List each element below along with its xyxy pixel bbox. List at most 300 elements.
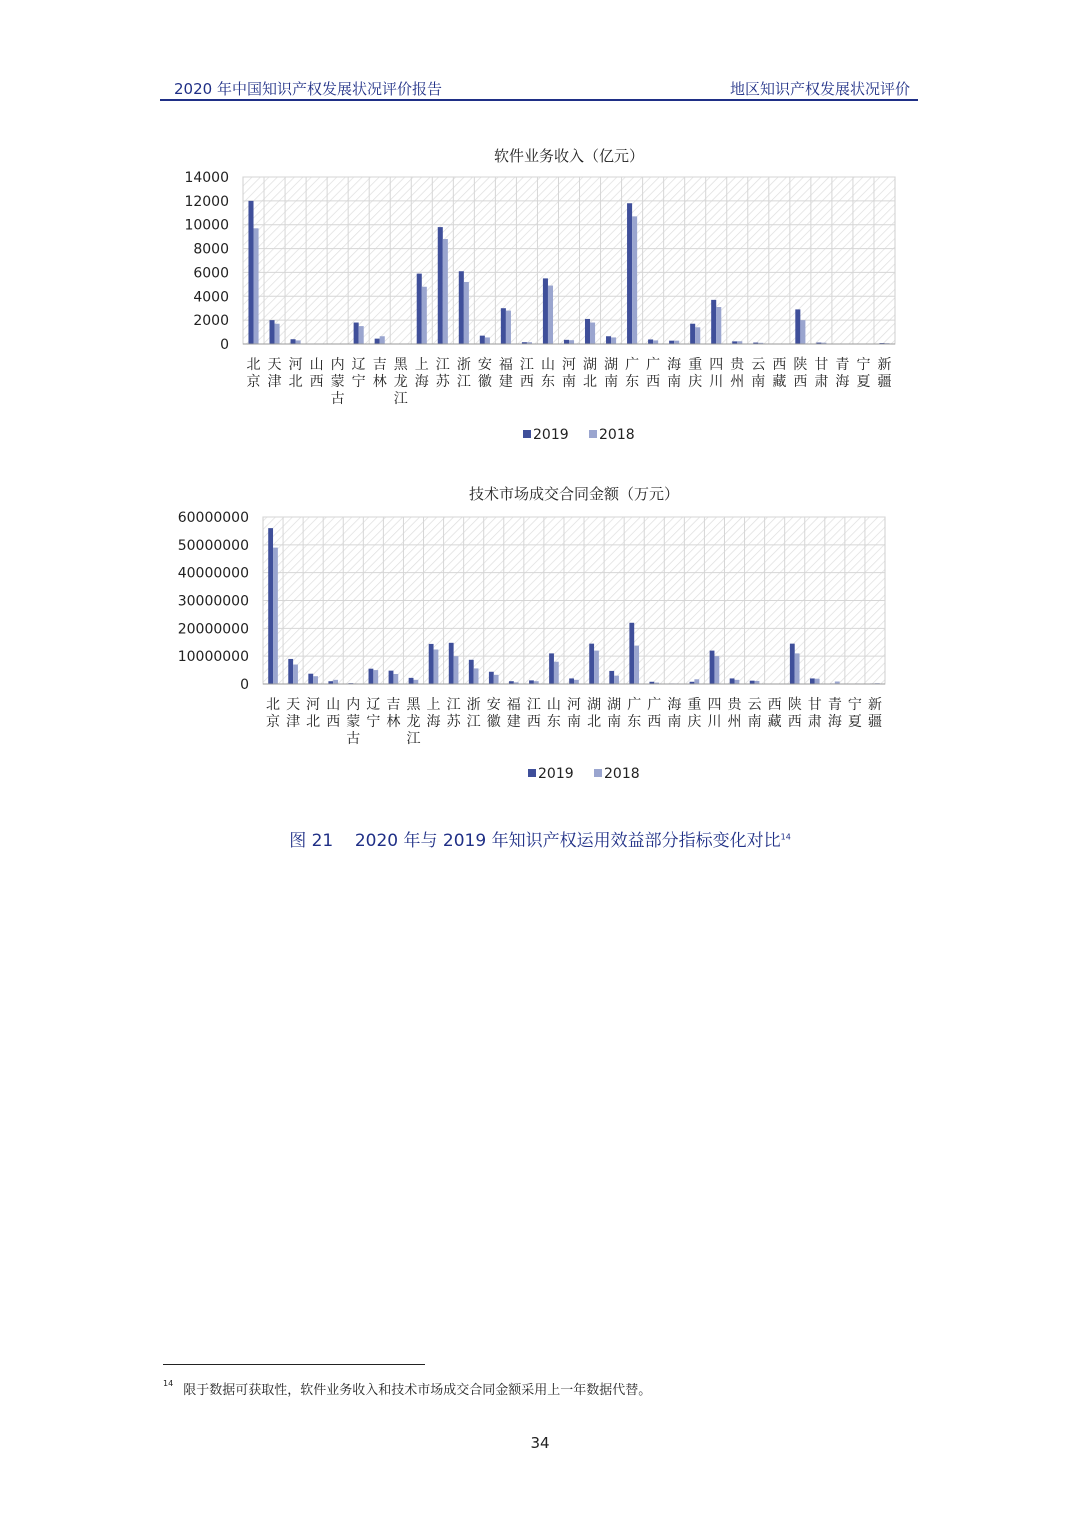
x-tick-char: 宁 <box>856 357 871 373</box>
x-tick-char: 重 <box>688 357 703 373</box>
bar-2019 <box>585 319 590 344</box>
x-tick-char: 建 <box>506 714 521 730</box>
bar-2018 <box>380 336 385 344</box>
x-tick-char: 古 <box>346 731 361 747</box>
bar-2019 <box>268 528 273 684</box>
bar-2018 <box>296 340 301 344</box>
x-tick-char: 疆 <box>867 714 882 730</box>
bar-2019 <box>790 644 795 684</box>
y-tick-label: 60000000 <box>177 510 249 526</box>
bar-2018 <box>574 680 579 684</box>
bar-2019 <box>489 672 494 684</box>
legend-label-2019: 2019 <box>533 427 569 443</box>
x-tick-char: 徽 <box>486 714 501 730</box>
y-tick-label: 14000 <box>184 170 229 186</box>
bar-2018 <box>485 337 490 344</box>
x-tick-char: 山 <box>540 357 555 373</box>
bar-2019 <box>417 274 422 344</box>
x-tick-char: 西 <box>526 714 541 730</box>
x-tick-label <box>667 357 681 390</box>
x-tick-label <box>709 357 723 390</box>
x-tick-char: 陕 <box>793 357 808 373</box>
x-tick-char: 四 <box>707 697 722 713</box>
x-tick-char: 西 <box>787 714 802 730</box>
x-tick-char: 江 <box>435 357 450 373</box>
x-tick-label <box>268 357 282 390</box>
x-tick-char: 西 <box>326 714 341 730</box>
x-tick-char: 苏 <box>435 374 450 390</box>
x-tick-char: 江 <box>456 374 471 390</box>
x-tick-char: 天 <box>286 697 301 713</box>
x-tick-char: 广 <box>627 697 642 713</box>
x-tick-char: 上 <box>414 357 429 373</box>
x-tick-char: 江 <box>466 714 481 730</box>
x-tick-label <box>848 697 862 730</box>
x-tick-char: 陕 <box>787 697 802 713</box>
bar-2019 <box>409 678 414 684</box>
x-tick-label <box>520 357 534 390</box>
bar-2018 <box>569 340 574 344</box>
x-tick-label <box>447 697 462 730</box>
x-tick-char: 东 <box>546 714 561 730</box>
x-tick-char: 山 <box>326 697 341 713</box>
x-tick-char: 北 <box>583 374 598 390</box>
x-tick-char: 南 <box>567 714 581 730</box>
page-number: 34 <box>530 1434 550 1452</box>
x-tick-char: 北 <box>306 714 321 730</box>
x-tick-char: 夏 <box>856 374 871 390</box>
x-tick-char: 内 <box>346 697 361 713</box>
bar-2018 <box>313 676 318 684</box>
x-tick-char: 云 <box>751 357 766 373</box>
legend-swatch-2019 <box>523 430 531 438</box>
bar-2018 <box>359 326 364 344</box>
x-tick-label <box>808 697 822 730</box>
x-tick-char: 辽 <box>366 697 381 713</box>
bar-2019 <box>730 678 735 684</box>
bar-2018 <box>464 282 469 344</box>
bar-2019 <box>480 336 485 344</box>
x-tick-char: 青 <box>835 357 850 373</box>
x-tick-char: 宁 <box>351 374 366 390</box>
x-tick-char: 南 <box>667 714 682 730</box>
legend-label-2018: 2018 <box>599 427 635 443</box>
x-tick-char: 肃 <box>807 714 822 730</box>
x-tick-char: 藏 <box>772 374 787 390</box>
x-tick-char: 南 <box>747 714 762 730</box>
footnote-rule <box>163 1364 425 1365</box>
x-tick-char: 辽 <box>351 357 366 373</box>
figure-label: 图 21 <box>289 831 334 851</box>
x-tick-char: 安 <box>477 357 492 373</box>
x-tick-char: 北 <box>587 714 602 730</box>
x-tick-char: 湖 <box>607 697 622 713</box>
x-tick-char: 津 <box>286 714 301 730</box>
bar-2019 <box>429 644 434 684</box>
bar-2018 <box>554 662 559 684</box>
x-tick-label <box>772 357 786 390</box>
x-tick-label <box>667 697 681 730</box>
x-tick-char: 河 <box>288 357 303 373</box>
x-tick-char: 京 <box>246 374 261 390</box>
bar-2018 <box>634 646 639 684</box>
bar-2018 <box>293 665 298 684</box>
x-tick-char: 东 <box>540 374 555 390</box>
x-tick-char: 林 <box>372 374 387 390</box>
y-tick-label: 40000000 <box>177 565 249 582</box>
y-tick-label: 12000 <box>184 193 229 210</box>
x-tick-char: 南 <box>604 374 619 390</box>
x-tick-char: 四 <box>709 357 724 373</box>
x-tick-char: 贵 <box>727 697 742 713</box>
x-tick-char: 西 <box>646 374 661 390</box>
x-tick-char: 古 <box>330 391 345 407</box>
x-tick-char: 福 <box>498 357 513 373</box>
x-tick-char: 疆 <box>877 374 892 390</box>
x-tick-char: 内 <box>330 357 345 373</box>
bar-2018 <box>695 327 700 344</box>
x-tick-char: 吉 <box>372 357 387 373</box>
x-tick-char: 湖 <box>604 357 619 373</box>
bar-2018 <box>413 680 418 684</box>
y-tick-label: 6000 <box>193 265 229 282</box>
x-tick-char: 海 <box>827 714 842 730</box>
tech-market-contract-chart-svg <box>0 478 1080 798</box>
bar-2018 <box>714 656 719 684</box>
bar-2019 <box>629 623 634 684</box>
bar-2018 <box>273 548 278 684</box>
x-tick-label <box>527 697 541 730</box>
x-tick-char: 贵 <box>730 357 745 373</box>
bar-2018 <box>333 680 338 684</box>
x-tick-char: 北 <box>288 374 303 390</box>
x-tick-label <box>877 357 891 390</box>
y-tick-label: 8000 <box>193 241 229 258</box>
x-tick-char: 江 <box>526 697 541 713</box>
x-tick-char: 江 <box>406 731 421 747</box>
x-tick-label <box>604 357 618 390</box>
figure-caption <box>0 826 1080 851</box>
x-tick-label <box>467 696 481 730</box>
x-tick-char: 江 <box>519 357 534 373</box>
x-tick-char: 天 <box>267 357 282 373</box>
y-tick-label: 50000000 <box>177 537 249 554</box>
y-tick-label: 0 <box>220 337 229 353</box>
x-tick-char: 海 <box>667 697 682 713</box>
x-tick-char: 西 <box>309 374 324 390</box>
bar-2018 <box>434 649 439 684</box>
x-tick-char: 西 <box>767 697 782 713</box>
footnote-ref: 14 <box>780 832 791 842</box>
bar-2018 <box>454 656 459 684</box>
bar-2019 <box>469 660 474 684</box>
bar-2018 <box>795 653 800 684</box>
bar-2019 <box>308 674 313 684</box>
x-tick-label <box>688 357 702 390</box>
x-tick-label <box>730 356 745 390</box>
bar-2019 <box>449 643 454 684</box>
x-tick-char: 蒙 <box>330 374 345 390</box>
x-tick-label <box>247 357 261 390</box>
x-tick-char: 江 <box>393 391 408 407</box>
legend-label-2018: 2018 <box>604 766 640 782</box>
x-tick-char: 州 <box>730 374 745 390</box>
x-tick-char: 河 <box>562 357 576 373</box>
bar-2019 <box>690 324 695 344</box>
x-tick-label <box>793 356 807 390</box>
x-tick-char: 西 <box>519 374 534 390</box>
y-tick-label: 2000 <box>193 313 229 330</box>
x-tick-label <box>587 697 601 730</box>
x-tick-label <box>751 357 765 390</box>
x-tick-char: 川 <box>709 374 724 390</box>
x-tick-char: 山 <box>309 357 324 373</box>
tech-market-contract-chart <box>0 478 1080 798</box>
x-tick-label <box>499 357 513 390</box>
bar-2018 <box>716 307 721 344</box>
bar-2018 <box>422 287 427 344</box>
x-tick-char: 福 <box>506 697 521 713</box>
x-tick-label <box>507 697 521 730</box>
bar-2018 <box>254 228 259 344</box>
x-tick-label <box>326 697 340 730</box>
x-tick-char: 肃 <box>814 374 829 390</box>
bar-2018 <box>494 675 499 684</box>
x-tick-label <box>856 357 870 390</box>
y-tick-label: 10000000 <box>177 649 249 666</box>
x-tick-label <box>646 357 660 390</box>
x-tick-char: 甘 <box>814 357 829 373</box>
x-tick-label <box>366 697 380 730</box>
x-tick-char: 州 <box>727 714 742 730</box>
bar-2019 <box>529 680 534 684</box>
bar-2019 <box>569 678 574 684</box>
x-tick-char: 川 <box>707 714 722 730</box>
x-tick-char: 宁 <box>366 714 381 730</box>
legend-swatch-2018 <box>589 430 597 438</box>
x-tick-char: 西 <box>793 374 808 390</box>
x-tick-char: 宁 <box>847 697 862 713</box>
x-tick-label <box>427 697 441 730</box>
x-tick-char: 东 <box>625 374 640 390</box>
x-tick-label <box>373 356 387 390</box>
x-tick-label <box>687 697 701 730</box>
x-tick-label <box>707 697 721 730</box>
bar-2018 <box>548 286 553 344</box>
y-tick-label: 30000000 <box>177 593 249 610</box>
bar-2019 <box>589 644 594 684</box>
bar-2019 <box>438 227 443 344</box>
x-tick-label <box>394 357 409 407</box>
x-tick-char: 徽 <box>477 374 492 390</box>
x-tick-char: 广 <box>625 357 640 373</box>
x-tick-char: 重 <box>687 697 702 713</box>
x-tick-char: 河 <box>567 697 581 713</box>
x-tick-label <box>331 356 345 407</box>
software-revenue-chart-svg <box>0 140 1080 460</box>
legend-swatch-2018 <box>594 769 602 777</box>
x-tick-label <box>625 357 639 390</box>
bar-2019 <box>606 336 611 344</box>
bar-2019 <box>710 651 715 684</box>
x-tick-label <box>436 357 451 390</box>
bar-2018 <box>694 679 699 684</box>
x-tick-char: 龙 <box>406 714 421 730</box>
x-tick-label <box>346 696 360 747</box>
x-tick-label <box>541 357 555 390</box>
x-tick-char: 海 <box>667 357 682 373</box>
x-tick-char: 江 <box>446 697 461 713</box>
x-tick-label <box>828 696 842 730</box>
footnote-mark: 14 <box>163 1379 174 1388</box>
footnote-text: 限于数据可获取性，软件业务收入和技术市场成交合同金额采用上一年数据代替。 <box>183 1383 652 1398</box>
bar-2019 <box>564 340 569 344</box>
x-tick-label <box>415 357 429 390</box>
x-tick-char: 夏 <box>847 714 862 730</box>
bar-2018 <box>632 216 637 344</box>
bar-2018 <box>506 311 511 344</box>
figure-title: 2020 年与 2019 年知识产权运用效益部分指标变化对比 <box>354 831 781 851</box>
x-tick-char: 安 <box>486 697 501 713</box>
bar-2019 <box>375 339 380 344</box>
running-header-left: 2020 年中国知识产权发展状况评价报告 <box>174 80 442 98</box>
x-tick-label <box>286 697 300 730</box>
x-tick-char: 青 <box>827 697 842 713</box>
x-tick-label <box>627 697 641 730</box>
x-tick-char: 西 <box>647 714 662 730</box>
bar-2019 <box>795 309 800 344</box>
x-tick-char: 南 <box>562 374 576 390</box>
x-tick-char: 吉 <box>386 697 401 713</box>
x-tick-label <box>748 697 762 730</box>
bar-2019 <box>750 681 755 684</box>
x-tick-label <box>457 356 471 390</box>
bar-2018 <box>815 679 820 684</box>
x-tick-label <box>306 697 320 730</box>
x-tick-char: 新 <box>877 357 892 373</box>
x-tick-char: 南 <box>667 374 682 390</box>
x-tick-label <box>728 696 743 730</box>
x-tick-label <box>478 357 492 390</box>
x-tick-label <box>607 697 621 730</box>
bar-2018 <box>735 680 740 684</box>
x-tick-label <box>768 697 782 730</box>
bar-2018 <box>590 323 595 344</box>
bar-2018 <box>611 337 616 344</box>
y-tick-label: 20000000 <box>177 621 249 638</box>
x-tick-label <box>583 357 597 390</box>
x-tick-label <box>567 697 581 730</box>
software-revenue-chart <box>0 140 1080 460</box>
x-tick-char: 海 <box>835 374 850 390</box>
x-tick-char: 京 <box>266 714 281 730</box>
bar-2018 <box>373 670 378 684</box>
x-tick-char: 龙 <box>393 374 408 390</box>
x-tick-char: 北 <box>266 697 281 713</box>
bar-2018 <box>275 324 280 344</box>
x-tick-char: 甘 <box>807 697 822 713</box>
x-tick-label <box>310 357 324 390</box>
bar-2019 <box>627 203 632 344</box>
bar-2019 <box>270 320 275 344</box>
x-tick-char: 藏 <box>767 714 782 730</box>
x-tick-label <box>266 697 280 730</box>
x-tick-char: 浙 <box>466 697 481 713</box>
x-tick-char: 庆 <box>687 714 702 730</box>
x-tick-char: 海 <box>414 374 429 390</box>
x-tick-char: 上 <box>426 697 441 713</box>
x-tick-label <box>562 357 576 390</box>
footnote <box>163 1379 651 1398</box>
bar-2019 <box>501 308 506 344</box>
x-tick-label <box>547 697 561 730</box>
x-tick-char: 浙 <box>456 357 471 373</box>
x-tick-label <box>406 697 421 747</box>
x-tick-label <box>487 697 501 730</box>
bar-2019 <box>810 678 815 684</box>
bar-2018 <box>653 340 658 344</box>
x-tick-char: 黑 <box>393 357 408 373</box>
x-tick-char: 山 <box>546 697 561 713</box>
x-tick-char: 广 <box>647 697 662 713</box>
x-tick-char: 南 <box>751 374 766 390</box>
bar-2019 <box>291 339 296 344</box>
x-tick-char: 苏 <box>446 714 461 730</box>
running-header-right: 地区知识产权发展状况评价 <box>729 80 910 98</box>
bar-2019 <box>354 323 359 344</box>
x-tick-char: 西 <box>772 357 787 373</box>
bar-2019 <box>648 339 653 344</box>
bar-2019 <box>609 671 614 684</box>
x-tick-char: 庆 <box>688 374 703 390</box>
x-tick-char: 河 <box>306 697 321 713</box>
x-tick-char: 北 <box>246 357 261 373</box>
x-tick-char: 新 <box>867 697 882 713</box>
x-tick-label <box>788 696 802 730</box>
bar-2018 <box>474 668 479 684</box>
x-tick-char: 海 <box>426 714 441 730</box>
x-tick-char: 林 <box>386 714 401 730</box>
bar-2019 <box>248 201 253 344</box>
x-tick-char: 黑 <box>406 697 421 713</box>
x-tick-label <box>835 356 849 390</box>
bar-2019 <box>459 271 464 344</box>
chart-title: 软件业务收入（亿元） <box>493 147 645 165</box>
bar-2019 <box>389 671 394 684</box>
legend-swatch-2019 <box>528 769 536 777</box>
legend-label-2019: 2019 <box>538 766 574 782</box>
bar-2018 <box>443 239 448 344</box>
x-tick-label <box>289 357 303 390</box>
bar-2018 <box>800 320 805 344</box>
bar-2019 <box>711 300 716 344</box>
x-tick-label <box>868 697 882 730</box>
bar-2019 <box>288 659 293 684</box>
bar-2018 <box>674 341 679 344</box>
x-tick-label <box>352 357 366 390</box>
y-tick-label: 0 <box>240 677 249 693</box>
x-tick-char: 广 <box>646 357 661 373</box>
y-tick-label: 4000 <box>193 289 229 306</box>
bar-2018 <box>393 674 398 684</box>
x-tick-label <box>814 357 828 390</box>
x-tick-char: 建 <box>498 374 513 390</box>
header-rule <box>160 99 918 101</box>
x-tick-char: 津 <box>267 374 282 390</box>
bar-2018 <box>594 651 599 684</box>
bar-2019 <box>549 653 554 684</box>
bar-2019 <box>543 278 548 344</box>
